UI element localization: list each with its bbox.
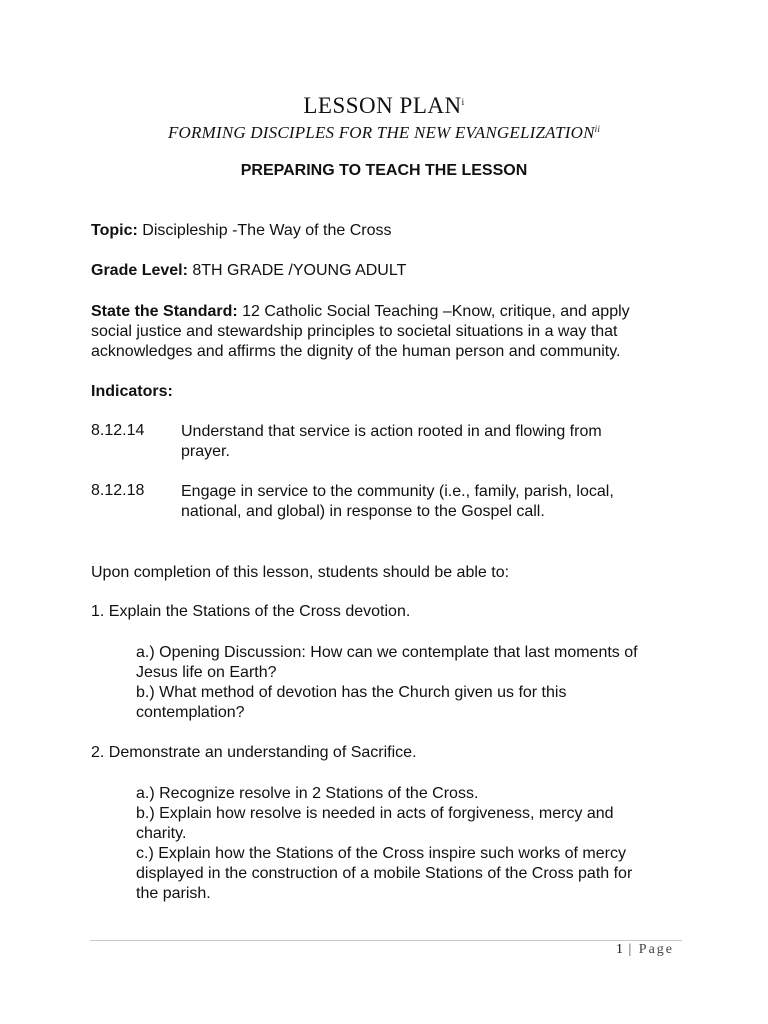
subtitle-footnote-mark: ii [594,124,601,134]
page-label: Page [638,942,674,957]
grade-level-value: 8TH GRADE /YOUNG ADULT [187,262,407,279]
page-number: 1 [615,942,623,957]
indicator-code: 8.12.14 [91,422,145,439]
indicator-code: 8.12.18 [91,482,145,499]
topic-label: Topic: [91,222,138,239]
topic-line [91,221,392,241]
lesson-plan-subtitle: FORMING DISCIPLES FOR THE NEW EVANGELIZATION$^{ii}$ [167,123,601,142]
completion-intro: Upon completion of this lesson, students should be able to: [91,564,510,581]
grade-level-label: Grade Level: [91,262,188,279]
footer-divider [90,940,682,941]
section-heading: PREPARING TO TEACH THE LESSON [240,162,528,179]
standard-line: social justice and stewardship principles to societal situations in a way that [91,323,618,340]
topic-value: Discipleship -The Way of the Cross [137,222,392,239]
indicator-text: Engage in service to the community (i.e., family, parish, local, national, and global) in response to the Gospel call. [181,483,614,520]
objective-item: 1. Explain the Stations of the Cross devotion. [91,603,411,620]
standard-label: State the Standard: [91,303,238,320]
title-footnote-mark: i [461,97,465,107]
standard-line: State the Standard: 12 Catholic Social Teaching –Know, critique, and apply [91,303,630,320]
indicator-text: Understand that service is action rooted in and flowing from prayer. [181,423,602,460]
indicators-label: Indicators: [91,383,173,400]
objective-item: 2. Demonstrate an understanding of Sacrifice. [91,744,417,761]
lesson-plan-title: LESSON PLAN$^i$ [303,93,465,118]
standard-block [91,302,630,362]
grade-level-line [91,261,406,281]
objective-sublist: a.) Recognize resolve in 2 Stations of the Cross. b.) Explain how resolve is needed in acts of forgiveness, mercy and charity. c.) Explain how the Stations of the Cross inspire such works of mercy displayed in the construction of a mobile Stations of the Cross path for the parish. [136,785,633,902]
standard-line: acknowledges and affirms the dignity of the human person and community. [91,343,621,360]
page-footer: 1 | Page [615,942,674,957]
objective-sublist: a.) Opening Discussion: How can we contemplate that last moments of Jesus life on Earth? b.) What method of devotion has the Church given us for this contemplation? [136,644,638,721]
